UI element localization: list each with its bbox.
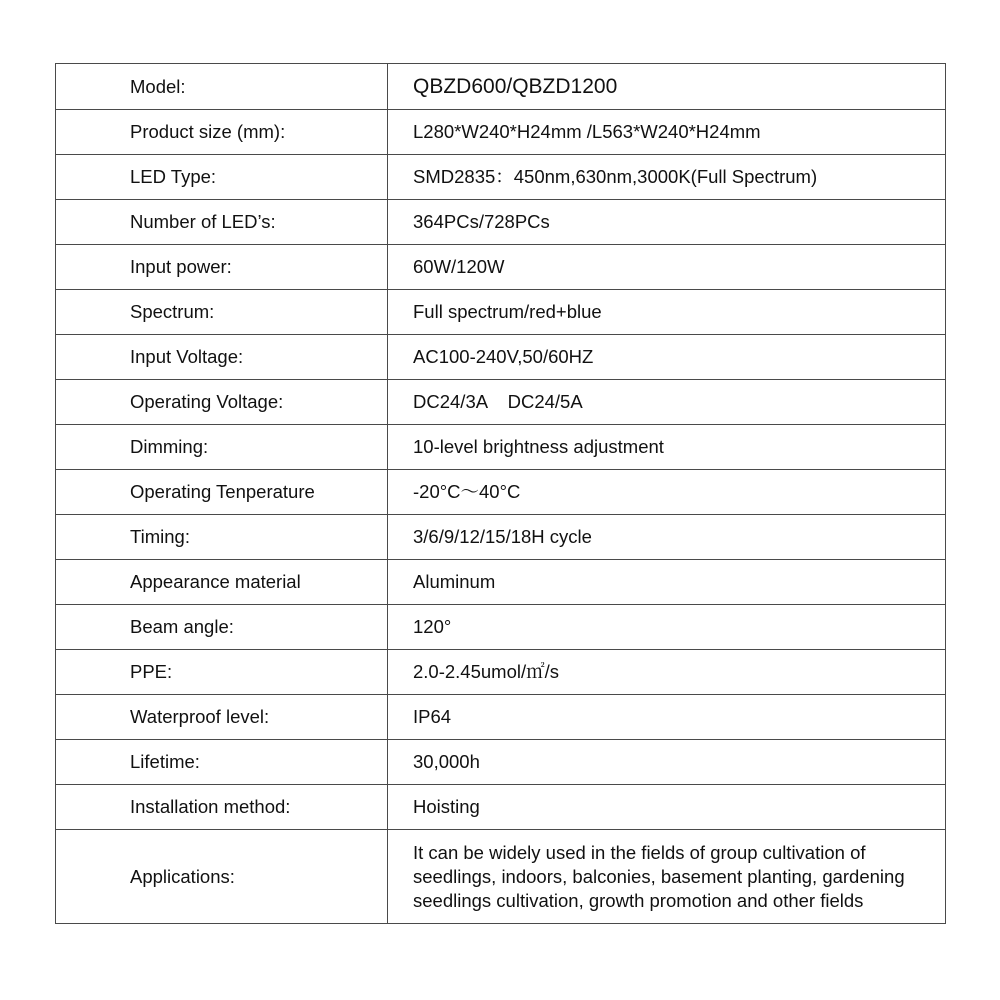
spec-label: Timing: [56, 515, 388, 560]
spec-row-model [56, 64, 946, 110]
spec-value: QBZD600/QBZD1200 [388, 64, 946, 110]
spec-value: 60W/120W [388, 245, 946, 290]
spec-row-spectrum [56, 290, 946, 335]
spec-row-input-voltage [56, 335, 946, 380]
spec-row-ppe [56, 650, 946, 695]
spec-row-installation-method [56, 785, 946, 830]
spec-value: Full spectrum/red+blue [388, 290, 946, 335]
spec-label: Number of LED’s: [56, 200, 388, 245]
spec-value: DC24/3A DC24/5A [388, 380, 946, 425]
spec-row-lifetime [56, 740, 946, 785]
spec-value: -20°C～40°C [388, 470, 946, 515]
spec-value: 30,000h [388, 740, 946, 785]
spec-label: Waterproof level: [56, 695, 388, 740]
spec-label: Dimming: [56, 425, 388, 470]
spec-label: Spectrum: [56, 290, 388, 335]
spec-label: Installation method: [56, 785, 388, 830]
spec-label: Model: [56, 64, 388, 110]
spec-row-input-power [56, 245, 946, 290]
spec-value: 120° [388, 605, 946, 650]
spec-label: Beam angle: [56, 605, 388, 650]
spec-row-led-type [56, 155, 946, 200]
spec-value: AC100-240V,50/60HZ [388, 335, 946, 380]
spec-value: 3/6/9/12/15/18H cycle [388, 515, 946, 560]
spec-row-product-size [56, 110, 946, 155]
spec-row-operating-temperature [56, 470, 946, 515]
spec-row-dimming [56, 425, 946, 470]
spec-label: Product size (mm): [56, 110, 388, 155]
spec-label: Operating Voltage: [56, 380, 388, 425]
spec-value: 364PCs/728PCs [388, 200, 946, 245]
spec-row-timing [56, 515, 946, 560]
spec-row-beam-angle [56, 605, 946, 650]
spec-row-operating-voltage [56, 380, 946, 425]
spec-label: Appearance material [56, 560, 388, 605]
spec-label: Input power: [56, 245, 388, 290]
spec-label: Applications: [56, 830, 388, 924]
spec-value: 10-level brightness adjustment [388, 425, 946, 470]
spec-label: Input Voltage: [56, 335, 388, 380]
spec-row-waterproof-level [56, 695, 946, 740]
spec-value: L280*W240*H24mm /L563*W240*H24mm [388, 110, 946, 155]
spec-row-led-count [56, 200, 946, 245]
spec-value: IP64 [388, 695, 946, 740]
spec-value: SMD2835：450nm,630nm,3000K(Full Spectrum) [388, 155, 946, 200]
spec-label: Operating Tenperature [56, 470, 388, 515]
spec-label: LED Type: [56, 155, 388, 200]
spec-value: Hoisting [388, 785, 946, 830]
spec-row-applications [56, 830, 946, 924]
spec-label: Lifetime: [56, 740, 388, 785]
spec-value: Aluminum [388, 560, 946, 605]
spec-value: It can be widely used in the fields of group cultivation of seedlings, indoors, balconies, basement planting, gardening seedlings cultivation, growth promotion and other fields [388, 830, 946, 924]
spec-label: PPE: [56, 650, 388, 695]
spec-value: 2.0-2.45umol/㎡/s [388, 650, 946, 695]
spec-row-appearance-material [56, 560, 946, 605]
spec-table [55, 63, 946, 924]
